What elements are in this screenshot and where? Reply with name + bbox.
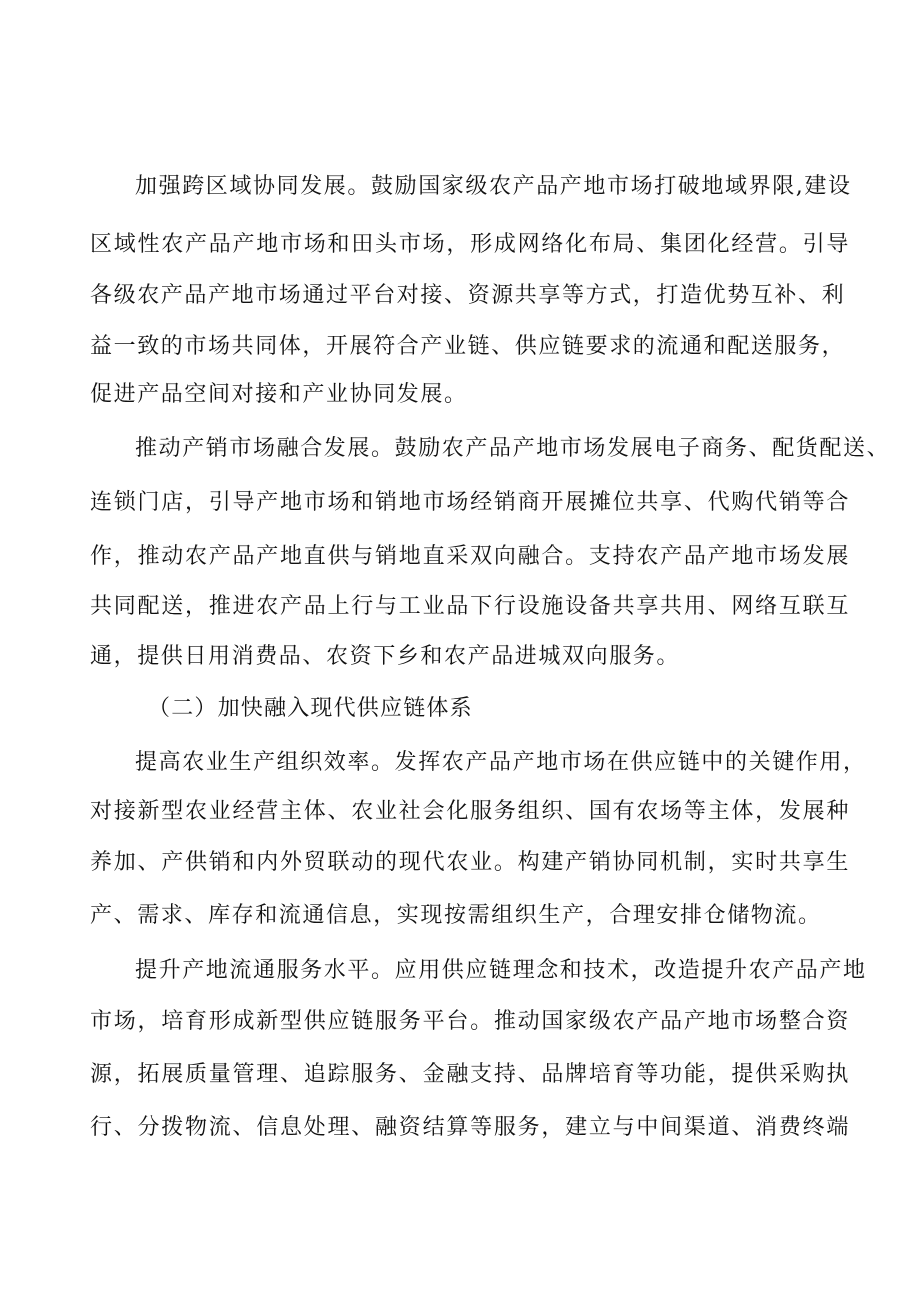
paragraph-2-line-3: 作，推动农产品产地直供与销地直采双向融合。支持农产品产地市场发展 [90, 544, 850, 569]
paragraph-2-line-5: 通，提供日用消费品、农资下乡和农产品进城双向服务。 [90, 644, 681, 669]
paragraph-4-line-1: 提升产地流通服务水平。应用供应链理念和技术，改造提升农产品产地 [135, 958, 867, 983]
paragraph-1-line-4: 益一致的市场共同体，开展符合产业链、供应链要求的流通和配送服务， [90, 334, 846, 359]
paragraph-1-line-3: 各级农产品产地市场通过平台对接、资源共享等方式，打造优势互补、利 [90, 283, 846, 308]
paragraph-2-line-1: 推动产销市场融合发展。鼓励农产品产地市场发展电子商务、配货配送、 [135, 436, 891, 461]
paragraph-1-line-5: 促进产品空间对接和产业协同发展。 [90, 382, 468, 407]
paragraph-1-line-1: 加强跨区域协同发展。鼓励国家级农产品产地市场打破地域界限,建设 [135, 174, 852, 199]
paragraph-3-line-2: 对接新型农业经营主体、农业社会化服务组织、国有农场等主体，发展种 [90, 799, 850, 824]
paragraph-3-line-4: 产、需求、库存和流通信息，实现按需组织生产，合理安排仓储物流。 [90, 903, 822, 928]
paragraph-3-line-3: 养加、产供销和内外贸联动的现代农业。构建产销协同机制，实时共享生 [90, 850, 850, 875]
paragraph-2-line-4: 共同配送，推进农产品上行与工业品下行设施设备共享共用、网络互联互 [90, 594, 850, 619]
paragraph-2-line-2: 连锁门店，引导产地市场和销地市场经销商开展摊位共享、代购代销等合 [90, 490, 850, 515]
paragraph-4-line-4: 行、分拨物流、信息处理、融资结算等服务，建立与中间渠道、消费终端 [90, 1115, 850, 1140]
paragraph-3-line-1: 提高农业生产组织效率。发挥农产品产地市场在供应链中的关键作用， [135, 750, 867, 775]
paragraph-4-line-2: 市场，培育形成新型供应链服务平台。推动国家级农产品产地市场整合资 [90, 1009, 850, 1034]
paragraph-4-line-3: 源，拓展质量管理、追踪服务、金融支持、品牌培育等功能，提供采购执 [90, 1062, 850, 1087]
section-heading: （二）加快融入现代供应链体系 [148, 696, 473, 721]
paragraph-1-line-2: 区域性农产品产地市场和田头市场，形成网络化布局、集团化经营。引导 [90, 232, 850, 257]
